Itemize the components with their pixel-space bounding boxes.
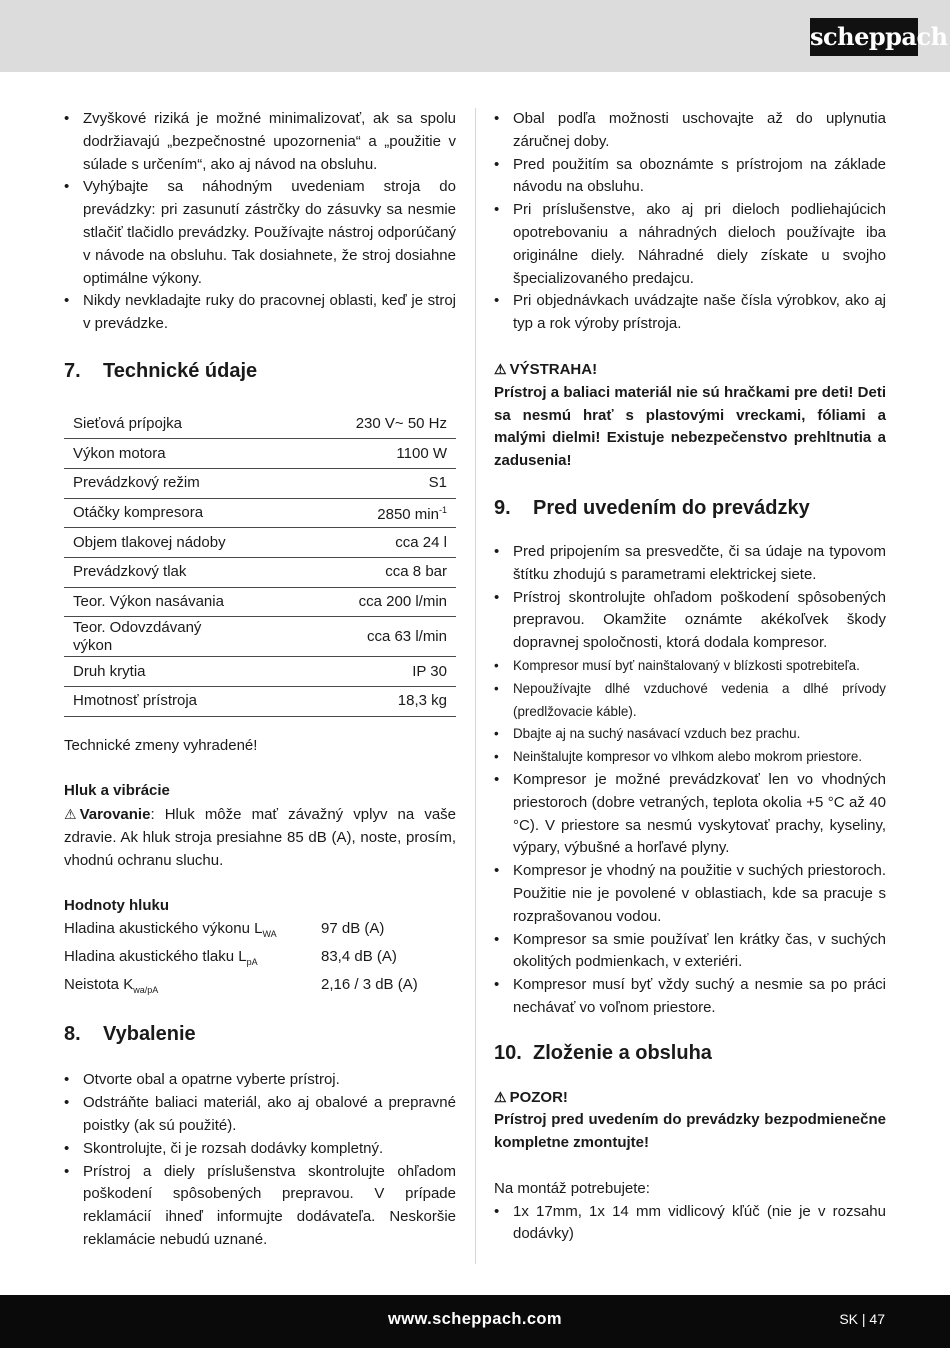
list-item: • Kompresor je možné prevádzkovať len vo vhodných priestoroch (dobre vetraných, teplota okolia +5 °C až 40 °C). V priestore sa nesmú vyskytovať prachy, kyseliny, výpary, výbušné a horľavé plyny. — [494, 769, 886, 860]
list-item: • Kompresor musí byť vždy suchý a nesmie sa po práci nechávať vo voľnom priestore. — [494, 974, 886, 1020]
section-7-heading — [64, 358, 456, 384]
technical-data-table — [64, 409, 456, 717]
section-title: Vybalenie — [103, 1023, 196, 1046]
list-item: • Vyhýbajte sa náhodným uvedeniam stroja do prevádzky: pri zasunutí zástrčky do zásuvky sa nesmie stlačiť tlačidlo prevádzky. Používajte nástroj odporúčaný v návode na obsluhu. Tak dosiahnete, že stroj dosiahne optimálne výkony. — [64, 176, 456, 290]
page-header — [0, 0, 950, 72]
spec-value — [244, 439, 456, 469]
section-9-heading — [494, 495, 886, 521]
list-item: • Pri objednávkach uvádzajte naše čísla výrobkov, ako aj typ a rok výroby prístroja. — [494, 290, 886, 336]
list-item: • Pred pripojením sa presvedčte, či sa údaje na typovom štítku zhodujú s parametrami elektrickej siete. — [494, 541, 886, 587]
spec-label: Teor. Odovzdávaný výkon — [64, 617, 244, 657]
table-row — [64, 557, 456, 587]
spec-value — [244, 557, 456, 587]
list-item: • Prístroj a diely príslušenstva skontrolujte ohľadom poškodení spôsobených prepravou. V prípade reklamácií ihneď informujte dodávateľa. Neskoršie reklamácie nebudú uznané. — [64, 1161, 456, 1252]
spec-value — [244, 657, 456, 687]
tools-bullet-list — [494, 1201, 886, 1247]
right-column — [494, 108, 886, 1246]
spec-value — [244, 498, 456, 528]
table-row — [64, 409, 456, 439]
unpacking-bullet-list — [64, 1069, 456, 1251]
preparation-bullet-list — [494, 541, 886, 1020]
spec-value — [244, 686, 456, 716]
table-row — [64, 498, 456, 528]
table-row — [64, 468, 456, 498]
list-item: • Neinštalujte kompresor vo vlhkom alebo mokrom priestore. — [494, 746, 886, 769]
spec-value-text: cca 8 bar — [385, 563, 447, 581]
child-warning-text: Prístroj a baliaci materiál nie sú hračkami pre deti! Deti sa nesmú hrať s plastovými vreckami, fóliami a malými dielmi! Existuje nebezpečenstvo prehltnutia a zadusenia! — [494, 383, 886, 470]
list-item: • Dbajte aj na suchý nasávací vzduch bez prachu. — [494, 723, 886, 746]
noise-vibration-heading: Hluk a vibrácie — [64, 782, 170, 800]
noise-label — [64, 974, 321, 1002]
spec-value-text: 18,3 kg — [397, 692, 447, 710]
unit-exponent: -1 — [438, 505, 447, 516]
caution-title-text: POZOR! — [509, 1088, 568, 1106]
spec-label: Prevádzkový tlak — [64, 557, 244, 587]
spec-label: Druh krytia — [64, 657, 244, 687]
table-row — [64, 528, 456, 558]
noise-label-text: Hladina akustického tlaku L — [64, 947, 247, 965]
list-item: • Nepoužívajte dlhé vzduchové vedenia a dlhé prívody (predlžovacie káble). — [494, 678, 886, 724]
section-title: Technické údaje — [103, 359, 258, 382]
spec-value-text: 2850 min — [377, 506, 439, 524]
spec-label: Prevádzkový režim — [64, 468, 244, 498]
page-number: SK | 47 — [839, 1311, 885, 1327]
spec-label: Hmotnosť prístroja — [64, 686, 244, 716]
noise-label-text: Hladina akustického výkonu L — [64, 920, 263, 938]
list-item: • Odstráňte baliaci materiál, ako aj obalové a prepravné poistky (ak sú použité). — [64, 1092, 456, 1138]
noise-label-subscript: pA — [246, 956, 258, 967]
list-item: • Kompresor musí byť nainštalovaný v blízkosti spotrebiteľa. — [494, 655, 886, 678]
noise-values-table — [64, 918, 456, 1001]
left-column — [64, 108, 456, 1252]
noise-label-subscript: WA — [262, 929, 277, 940]
spec-label: Objem tlakovej nádoby — [64, 528, 244, 558]
spec-value-text: IP 30 — [412, 662, 447, 680]
spec-label: Teor. Výkon nasávania — [64, 587, 244, 617]
table-row — [64, 587, 456, 617]
caution-title — [494, 1086, 886, 1110]
noise-values-heading: Hodnoty hluku — [64, 897, 169, 915]
list-item: • Prístroj skontrolujte ohľadom poškodení spôsobených prepravou. Okamžite oznámte akékoľvek škody dopravnej spoločnosti, ktorá dodala kompresor. — [494, 587, 886, 655]
noise-warning — [64, 803, 456, 872]
warning-label: Varovanie — [79, 806, 151, 824]
section-number: 9. — [494, 496, 511, 519]
noise-value: 83,4 dB (A) — [321, 947, 397, 965]
section-number: 7. — [64, 359, 81, 382]
section-number: 8. — [64, 1023, 81, 1046]
spec-value-text: S1 — [428, 474, 447, 492]
spec-value — [244, 528, 456, 558]
spec-value-text: cca 200 l/min — [358, 592, 447, 610]
list-item: • Nikdy nevkladajte ruky do pracovnej oblasti, keď je stroj v prevádzke. — [64, 290, 456, 336]
warning-triangle-icon: ⚠ — [494, 1088, 507, 1105]
warning-title-text: VÝSTRAHA! — [509, 360, 598, 378]
scheppach-logo: scheppach — [810, 18, 918, 56]
section-title: Pred uvedením do prevádzky — [533, 496, 810, 519]
technical-changes-note: Technické zmeny vyhradené! — [64, 736, 258, 754]
warning-triangle-icon: ⚠ — [494, 360, 507, 377]
tools-intro: Na montáž potrebujete: — [494, 1179, 650, 1197]
spec-value — [244, 468, 456, 498]
list-item: • Pri príslušenstve, ako aj pri dieloch podliehajúcich opotrebovaniu a náhradných dieloch používajte iba originálne diely. Náhradné diely získate u svojho špecializovaného predajcu. — [494, 199, 886, 290]
spec-label: Výkon motora — [64, 439, 244, 469]
noise-value: 97 dB (A) — [321, 920, 385, 938]
section-number: 10. — [494, 1041, 522, 1064]
spec-value — [244, 617, 456, 657]
section-10-heading — [494, 1040, 886, 1066]
warning-triangle-icon: ⚠ — [64, 806, 77, 823]
section-title: Zloženie a obsluha — [533, 1041, 712, 1064]
noise-label — [64, 918, 321, 946]
caution-text: Prístroj pred uvedením do prevádzky bezpodmienečne kompletne zmontujte! — [494, 1111, 886, 1152]
website-url: www.scheppach.com — [388, 1310, 562, 1328]
list-item: • Kompresor je vhodný na použitie v suchých priestoroch. Použitie nie je povolené v oblastiach, kde sa pracuje s rozprašovanou vodou. — [494, 860, 886, 928]
spec-label: Sieťová prípojka — [64, 409, 244, 439]
spec-value — [244, 587, 456, 617]
list-item: • Kompresor sa smie používať len krátky čas, v suchých okolitých podmienkach, v exteriéri. — [494, 929, 886, 975]
list-item: • 1x 17mm, 1x 14 mm vidlicový kľúč (nie je v rozsahu dodávky) — [494, 1201, 886, 1247]
noise-value: 2,16 / 3 dB (A) — [321, 975, 418, 993]
warning-text: : Hluk môže mať závažný vplyv na vaše zdravie. Ak hluk stroja presiahne 85 dB (A), noste, prosím, vhodnú ochranu sluchu. — [64, 806, 456, 869]
child-warning-title — [494, 358, 886, 382]
noise-label-text: Neistota K — [64, 975, 134, 993]
spec-value-text: 230 V~ 50 Hz — [355, 414, 447, 432]
noise-label-subscript: wa/pA — [133, 984, 159, 995]
table-row — [64, 657, 456, 687]
list-item: • Zvyškové riziká je možné minimalizovať, ak sa spolu dodržiavajú „bezpečnostné upozornenia“ a „použitie v súlade s určením“, ako aj návod na obsluhu. — [64, 108, 456, 176]
table-row — [64, 439, 456, 469]
list-item: • Obal podľa možnosti uschovajte až do uplynutia záručnej doby. — [494, 108, 886, 154]
spec-value-text: cca 24 l — [395, 533, 447, 551]
table-row — [64, 686, 456, 716]
list-item: • Otvorte obal a opatrne vyberte prístroj. — [64, 1069, 456, 1092]
spec-value — [244, 409, 456, 439]
page-footer — [0, 1295, 950, 1348]
intro-bullet-list — [64, 108, 456, 336]
packaging-bullet-list — [494, 108, 886, 336]
spec-label: Otáčky kompresora — [64, 498, 244, 528]
list-item: • Skontrolujte, či je rozsah dodávky kompletný. — [64, 1138, 456, 1161]
noise-label — [64, 946, 321, 974]
table-row — [64, 617, 456, 657]
spec-value-text: 1100 W — [396, 444, 447, 462]
column-divider — [475, 108, 476, 1264]
list-item: • Pred použitím sa oboznámte s prístrojom na základe návodu na obsluhu. — [494, 154, 886, 200]
spec-value-text: cca 63 l/min — [366, 627, 447, 645]
section-8-heading — [64, 1021, 456, 1047]
